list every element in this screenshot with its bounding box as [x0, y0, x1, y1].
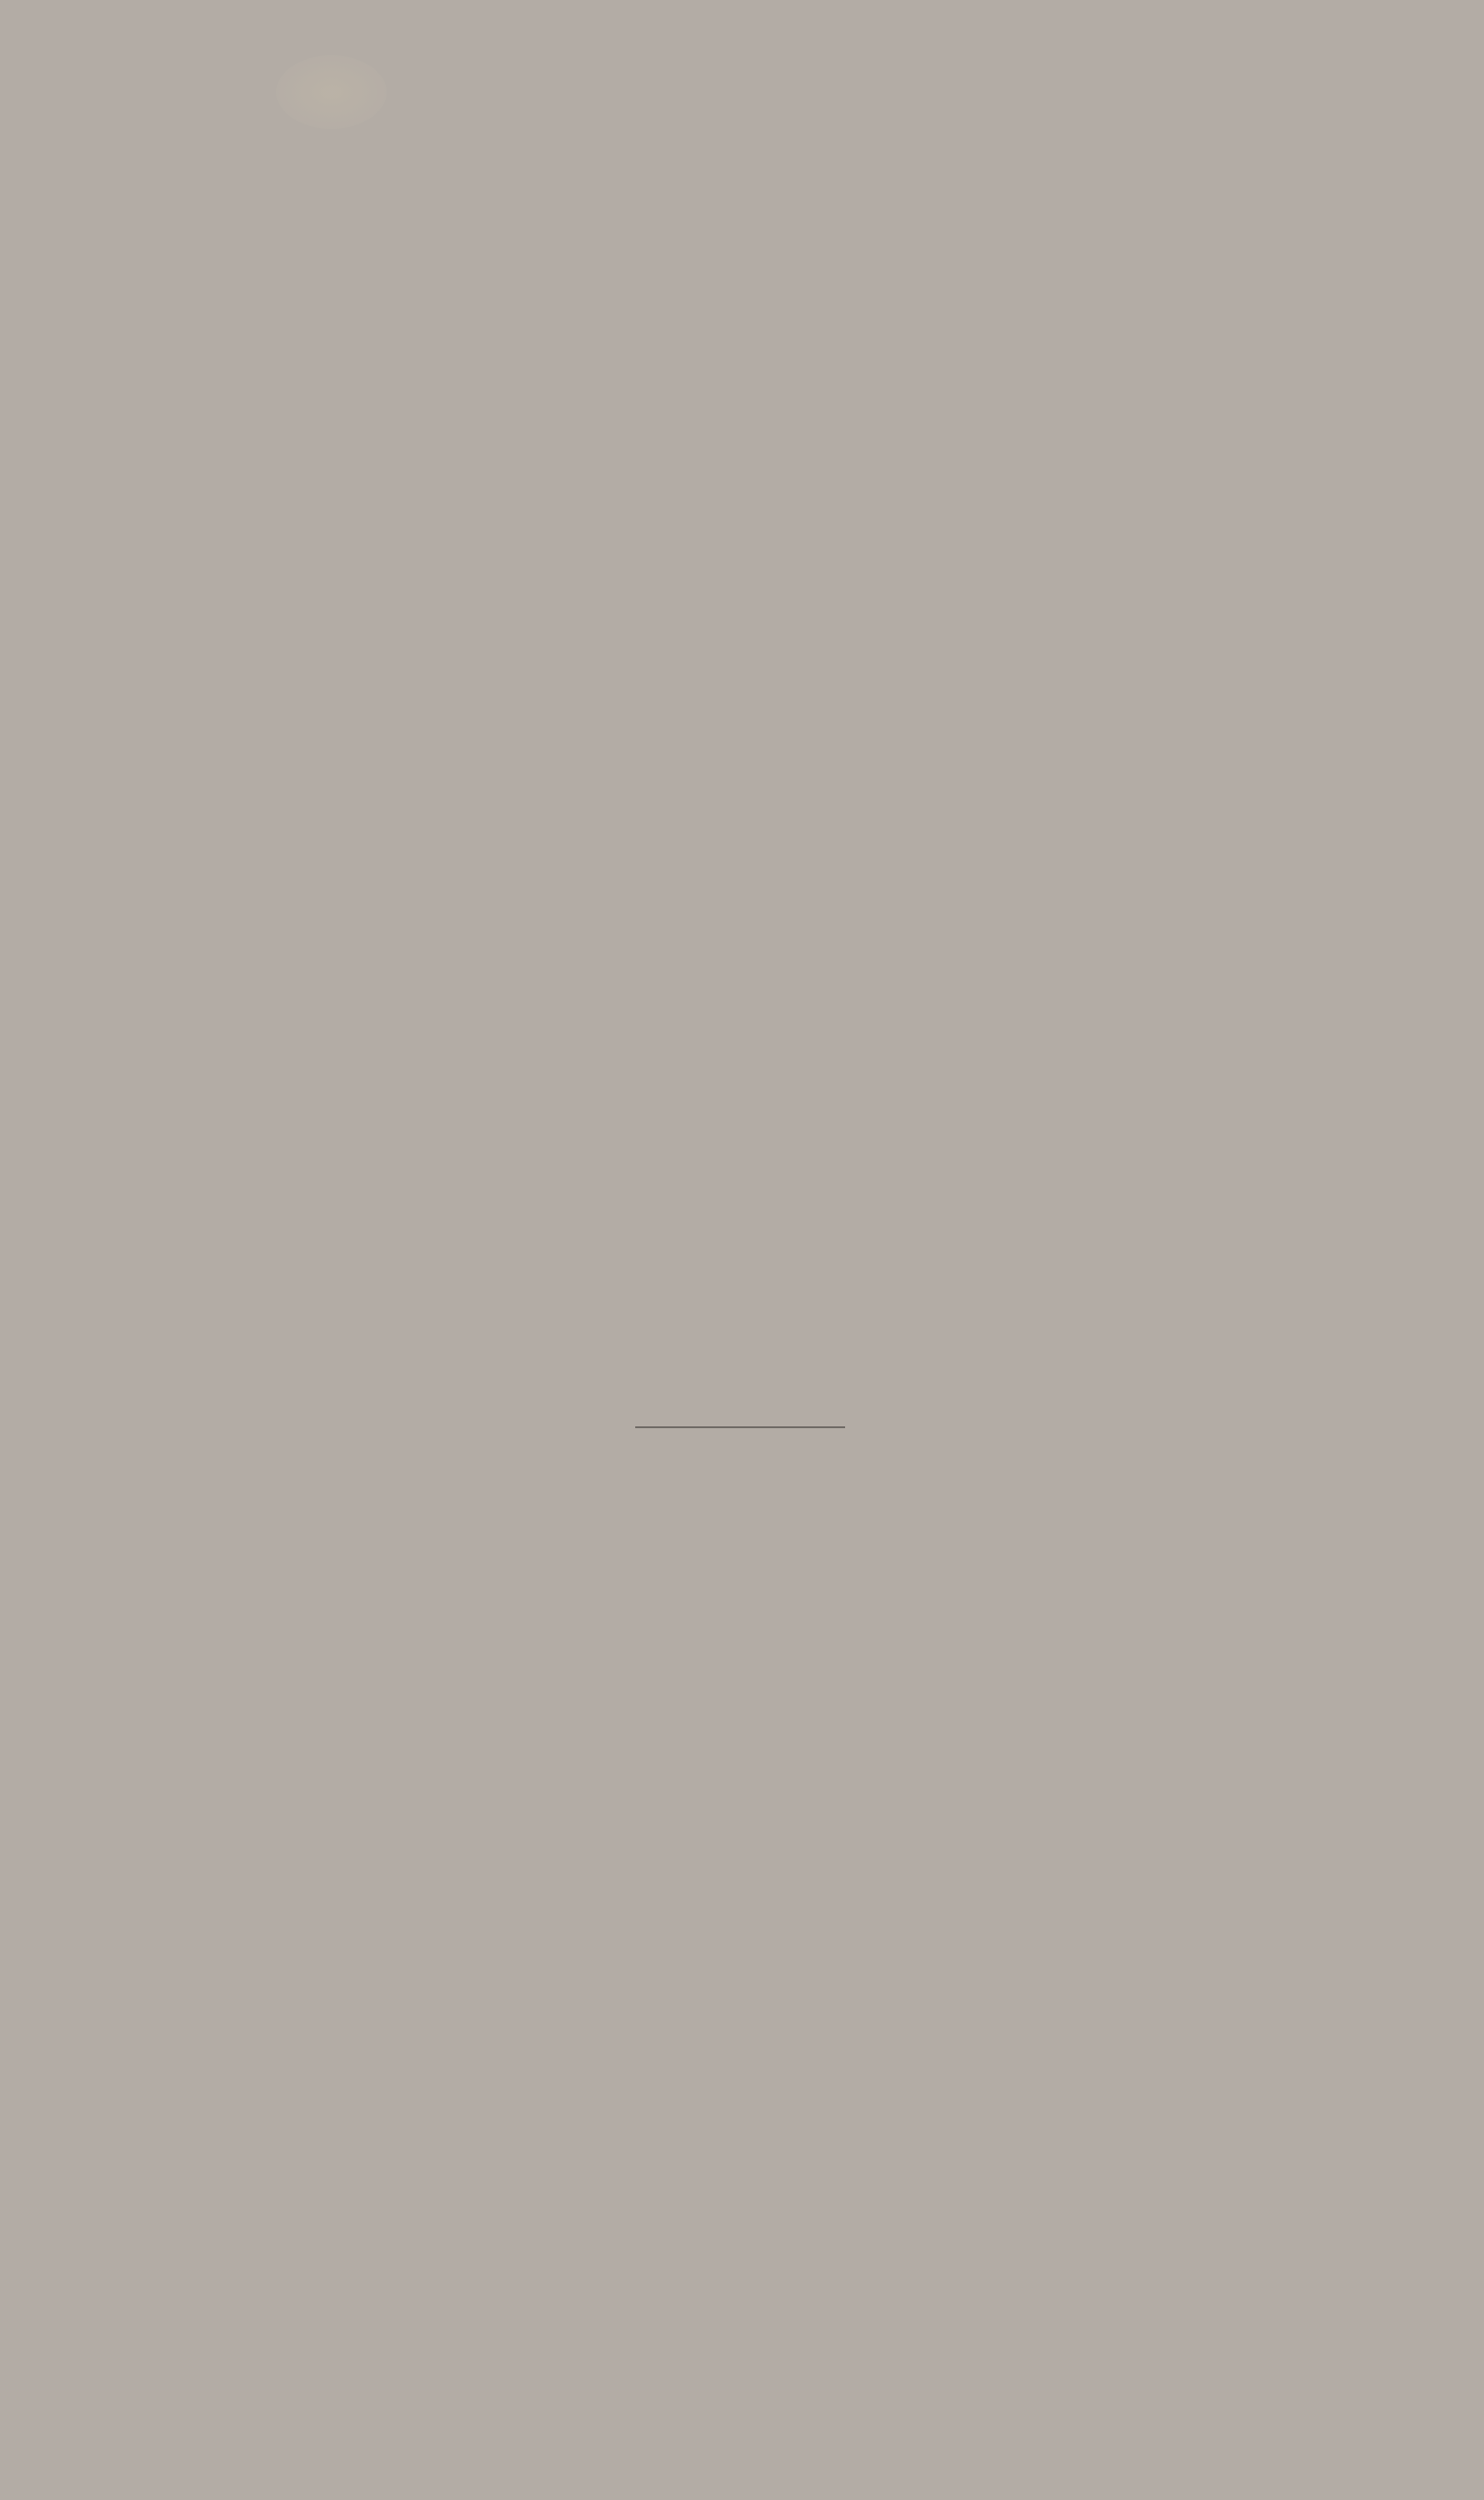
- section-divider: [635, 1426, 845, 1428]
- page-header: [0, 103, 1484, 140]
